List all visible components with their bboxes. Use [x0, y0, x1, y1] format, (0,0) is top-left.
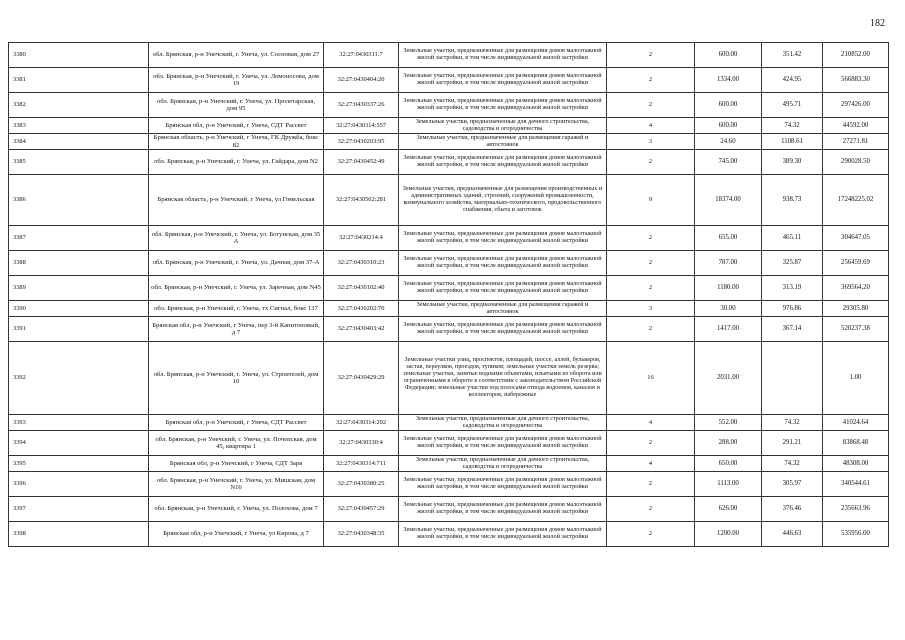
specific-value-cell: 325.87 [762, 251, 823, 276]
use-group-cell: 2 [607, 68, 695, 93]
row-number-cell: 3393 [9, 415, 149, 431]
land-use-cell: Земельные участки, предназначенные для размещения домов малоэтажной жилой застройки, в том числе индивидуальной жилой застройки [399, 251, 607, 276]
address-cell: обл. Брянская, р-н Унечский, г. Унеча, ул. Богунская, дом 35 А [149, 226, 324, 251]
row-number-cell: 3396 [9, 472, 149, 497]
land-use-cell: Земельные участки, предназначенные для размещения домов малоэтажной жилой застройки, в том числе индивидуальной жилой застройки [399, 431, 607, 456]
area-cell: 288.00 [695, 431, 762, 456]
cadastral-number-cell: 32:27:0430310:23 [324, 251, 399, 276]
table-row [9, 497, 889, 522]
cadastral-number-cell: 32:27:0430404:20 [324, 68, 399, 93]
address-cell: обл. Брянская, р-н Унечский, г. Унеча, тх Сигнал, бокс 137 [149, 301, 324, 317]
cadastral-number-cell: 32:27:0430311:7 [324, 43, 399, 68]
address-cell: обл. Брянская, р-н Унечский, г. Унеча, ул. Строителей, дом 10 [149, 342, 324, 415]
cadastral-number-cell: 32:27:0430314:292 [324, 415, 399, 431]
table-row [9, 415, 889, 431]
specific-value-cell: 389.30 [762, 150, 823, 175]
use-group-cell: 2 [607, 522, 695, 547]
land-use-cell: Земельные участки улиц, проспектов, площадей, шоссе, аллей, бульваров, застав, переулков, проездов, тупиков; земельные участки земель резерва; земельные участки, занятые водными объектами, изъятыми из оборота или ограниченными в обороте в соответствии с законодательством Российской Федерации; земельные участки под полосами отвода водоемов, каналов и коллекторов, набережные [399, 342, 607, 415]
table-body [9, 43, 889, 547]
cadastral-value-cell: 83868.48 [823, 431, 889, 456]
area-cell: 600.00 [695, 118, 762, 134]
cadastral-value-cell: 369564.20 [823, 276, 889, 301]
cadastral-value-cell: 17248225.02 [823, 175, 889, 226]
specific-value-cell: 305.97 [762, 472, 823, 497]
specific-value-cell: 1108.61 [762, 134, 823, 150]
cadastral-value-cell: 304647.05 [823, 226, 889, 251]
table-row [9, 93, 889, 118]
address-cell: обл. Брянская, р-н Унечский, г. Унеча, ул. Почепская, дом 45, квартира 1 [149, 431, 324, 456]
area-cell: 1113.00 [695, 472, 762, 497]
specific-value-cell: 376.46 [762, 497, 823, 522]
table-row [9, 226, 889, 251]
table-row [9, 150, 889, 175]
address-cell: обл. Брянская, р-н Унечский, г. Унеча, ул. Мишская, дом N16 [149, 472, 324, 497]
area-cell: 1200.00 [695, 522, 762, 547]
table-row [9, 43, 889, 68]
row-number-cell: 3390 [9, 301, 149, 317]
address-cell: обл. Брянская, р-н Унечский, г. Унеча, ул. Гайдара, дом N2 [149, 150, 324, 175]
row-number-cell: 3397 [9, 497, 149, 522]
specific-value-cell: 446.63 [762, 522, 823, 547]
cadastral-number-cell: 32:27:0430380:25 [324, 472, 399, 497]
specific-value-cell: 74.32 [762, 118, 823, 134]
area-cell: 18374.00 [695, 175, 762, 226]
land-use-cell: Земельные участки, предназначенные для размещения гаражей и автостоянок [399, 301, 607, 317]
row-number-cell: 3383 [9, 118, 149, 134]
table-row [9, 118, 889, 134]
cadastral-value-cell: 27271.81 [823, 134, 889, 150]
cadastral-number-cell: 32:27:0430429:29 [324, 342, 399, 415]
row-number-cell: 3386 [9, 175, 149, 226]
row-number-cell: 3384 [9, 134, 149, 150]
use-group-cell: 9 [607, 175, 695, 226]
area-cell: 655.00 [695, 226, 762, 251]
use-group-cell: 2 [607, 43, 695, 68]
area-cell: 787.00 [695, 251, 762, 276]
specific-value-cell: 465.11 [762, 226, 823, 251]
area-cell: 600.00 [695, 43, 762, 68]
cadastral-number-cell: 32:27:0430337:26 [324, 93, 399, 118]
land-use-cell: Земельные участки, предназначенные для размещения домов малоэтажной жилой застройки, в том числе индивидуальной жилой застройки [399, 68, 607, 93]
area-cell: 24.60 [695, 134, 762, 150]
specific-value-cell: 291.21 [762, 431, 823, 456]
land-use-cell: Земельные участки, предназначенные для размещения домов малоэтажной жилой застройки, в том числе индивидуальной жилой застройки [399, 472, 607, 497]
cadastral-value-cell: 256459.69 [823, 251, 889, 276]
row-number-cell: 3388 [9, 251, 149, 276]
use-group-cell: 4 [607, 456, 695, 472]
address-cell: обл. Брянская, р-н Унечский, г. Унеча, ул. Дачная, дом 37-А [149, 251, 324, 276]
address-cell: Брянская область, р-н Унечский, г Унеча, ГК Дружба, бокс 82 [149, 134, 324, 150]
cadastral-value-cell: 566883.30 [823, 68, 889, 93]
land-use-cell: Земельные участки, предназначенные для размещения домов малоэтажной жилой застройки, в том числе индивидуальной жилой застройки [399, 522, 607, 547]
table-row [9, 68, 889, 93]
address-cell: обл. Брянская, р-н Унечский, г. Унеча, ул. Заречная, дом N45 [149, 276, 324, 301]
use-group-cell: 2 [607, 226, 695, 251]
use-group-cell: 3 [607, 301, 695, 317]
use-group-cell: 2 [607, 276, 695, 301]
table-row [9, 342, 889, 415]
table-row [9, 522, 889, 547]
cadastral-number-cell: 32:27:0430102:40 [324, 276, 399, 301]
row-number-cell: 3391 [9, 317, 149, 342]
use-group-cell: 2 [607, 150, 695, 175]
land-use-cell: Земельные участки, предназначенные для размещения домов малоэтажной жилой застройки, в том числе индивидуальной жилой застройки [399, 43, 607, 68]
use-group-cell: 4 [607, 415, 695, 431]
specific-value-cell: 424.95 [762, 68, 823, 93]
area-cell: 600.00 [695, 93, 762, 118]
specific-value-cell: 351.42 [762, 43, 823, 68]
cadastral-value-cell: 210852.00 [823, 43, 889, 68]
address-cell: Брянская область, р-н Унечский, г Унеча, ул Гомельская [149, 175, 324, 226]
cadastral-number-cell: 32:27:0430502:281 [324, 175, 399, 226]
land-use-cell: Земельные участки, предназначенные для дачного строительства, садоводства и огородничества [399, 456, 607, 472]
use-group-cell: 4 [607, 118, 695, 134]
cadastral-number-cell: 32:27:0430202:70 [324, 301, 399, 317]
cadastral-value-cell: 235663.96 [823, 497, 889, 522]
land-use-cell: Земельные участки, предназначенные для размещения домов малоэтажной жилой застройки, в том числе индивидуальной жилой застройки [399, 276, 607, 301]
area-cell: 2031.00 [695, 342, 762, 415]
address-cell: Брянская обл, р-н Унечский, г Унеча, СДТ Заря [149, 456, 324, 472]
cadastral-value-cell: 48308.00 [823, 456, 889, 472]
area-cell: 1417.00 [695, 317, 762, 342]
address-cell: обл. Брянская, р-н Унечский, г. Унеча, ул. Пролетарская, дом 95 [149, 93, 324, 118]
use-group-cell: 3 [607, 134, 695, 150]
use-group-cell: 2 [607, 251, 695, 276]
row-number-cell: 3380 [9, 43, 149, 68]
cadastral-value-table [8, 42, 889, 547]
use-group-cell: 2 [607, 472, 695, 497]
table-row [9, 276, 889, 301]
area-cell: 552.00 [695, 415, 762, 431]
cadastral-value-cell: 29305.80 [823, 301, 889, 317]
cadastral-number-cell: 32:27:0430452:49 [324, 150, 399, 175]
cadastral-number-cell: 32:27:0430314:357 [324, 118, 399, 134]
cadastral-number-cell: 32:27:0430457:29 [324, 497, 399, 522]
table-row [9, 175, 889, 226]
cadastral-number-cell: 32:27:0430203:95 [324, 134, 399, 150]
cadastral-value-cell: 340544.61 [823, 472, 889, 497]
table-row [9, 431, 889, 456]
cadastral-value-cell: 44592.00 [823, 118, 889, 134]
use-group-cell: 2 [607, 93, 695, 118]
cadastral-number-cell: 32:27:0430348:35 [324, 522, 399, 547]
row-number-cell: 3387 [9, 226, 149, 251]
specific-value-cell: 74.32 [762, 456, 823, 472]
land-use-cell: Земельные участки, предназначенные для размещения домов малоэтажной жилой застройки, в том числе индивидуальной жилой застройки [399, 317, 607, 342]
table-row [9, 301, 889, 317]
address-cell: Брянская обл, р-н Унечский, г Унеча, СДТ Рассвет [149, 118, 324, 134]
specific-value-cell: 976.86 [762, 301, 823, 317]
area-cell: 1334.00 [695, 68, 762, 93]
address-cell: Брянская обл, р-н Унечский, г Унеча, пер 3-й Капитоновый, д 7 [149, 317, 324, 342]
cadastral-number-cell: 32:27:0430330:4 [324, 431, 399, 456]
land-use-cell: Земельные участки, предназначенные для дачного строительства, садоводства и огородничества [399, 118, 607, 134]
cadastral-value-cell: 290028.50 [823, 150, 889, 175]
cadastral-value-cell: 297426.00 [823, 93, 889, 118]
row-number-cell: 3385 [9, 150, 149, 175]
table-row [9, 251, 889, 276]
land-use-cell: Земельные участки, предназначенные для дачного строительства, садоводства и огородничества [399, 415, 607, 431]
specific-value-cell: 74.32 [762, 415, 823, 431]
table-row [9, 134, 889, 150]
use-group-cell: 16 [607, 342, 695, 415]
specific-value-cell: 367.14 [762, 317, 823, 342]
cadastral-value-cell: 535956.00 [823, 522, 889, 547]
address-cell: обл. Брянская, р-н Унечский, г. Унеча, ул. Ломоносова, дом 19 [149, 68, 324, 93]
table-row [9, 472, 889, 497]
specific-value-cell: 495.71 [762, 93, 823, 118]
address-cell: обл. Брянская, р-н Унечский, г. Унеча, ул. Сосновая, дом 27 [149, 43, 324, 68]
address-cell: обл. Брянская, р-н Унечский, г. Унеча, ул. Полохова, дом 7 [149, 497, 324, 522]
cadastral-value-cell: 520237.38 [823, 317, 889, 342]
row-number-cell: 3392 [9, 342, 149, 415]
specific-value-cell: 938.73 [762, 175, 823, 226]
row-number-cell: 3382 [9, 93, 149, 118]
cadastral-number-cell: 32:27:0430314:711 [324, 456, 399, 472]
land-use-cell: Земельные участки, предназначенные для размещения домов малоэтажной жилой застройки, в том числе индивидуальной жилой застройки [399, 497, 607, 522]
cadastral-value-cell: 41024.64 [823, 415, 889, 431]
cadastral-number-cell: 32:27:0430403:42 [324, 317, 399, 342]
cadastral-value-cell: 1.00 [823, 342, 889, 415]
land-use-cell: Земельные участки, предназначенные для размещения гаражей и автостоянок [399, 134, 607, 150]
row-number-cell: 3381 [9, 68, 149, 93]
page-number: 182 [870, 18, 885, 29]
land-use-cell: Земельные участки, предназначенные для размещения домов малоэтажной жилой застройки, в том числе индивидуальной жилой застройки [399, 150, 607, 175]
row-number-cell: 3398 [9, 522, 149, 547]
area-cell: 1180.00 [695, 276, 762, 301]
use-group-cell: 2 [607, 317, 695, 342]
land-use-cell: Земельные участки, предназначенные для размещения домов малоэтажной жилой застройки, в том числе индивидуальной жилой застройки [399, 93, 607, 118]
area-cell: 745.00 [695, 150, 762, 175]
use-group-cell: 2 [607, 497, 695, 522]
area-cell: 650.00 [695, 456, 762, 472]
row-number-cell: 3389 [9, 276, 149, 301]
area-cell: 626.00 [695, 497, 762, 522]
area-cell: 30.00 [695, 301, 762, 317]
cadastral-number-cell: 32:27:0430214:4 [324, 226, 399, 251]
row-number-cell: 3394 [9, 431, 149, 456]
specific-value-cell: 313.19 [762, 276, 823, 301]
land-use-cell: Земельные участки, предназначенные для размещения производственных и административных зданий, строений, сооружений промышленности, коммунального хозяйства, материально-технического, продовольственного снабжения, сбыта и заготовок [399, 175, 607, 226]
table-row [9, 456, 889, 472]
table-row [9, 317, 889, 342]
address-cell: Брянская обл, р-н Унечский, г Унеча, ул Кирова, д 7 [149, 522, 324, 547]
land-use-cell: Земельные участки, предназначенные для размещения домов малоэтажной жилой застройки, в том числе индивидуальной жилой застройки [399, 226, 607, 251]
use-group-cell: 2 [607, 431, 695, 456]
row-number-cell: 3395 [9, 456, 149, 472]
address-cell: Брянская обл, р-н Унечский, г Унеча, СДТ Рассвет [149, 415, 324, 431]
specific-value-cell [762, 342, 823, 415]
